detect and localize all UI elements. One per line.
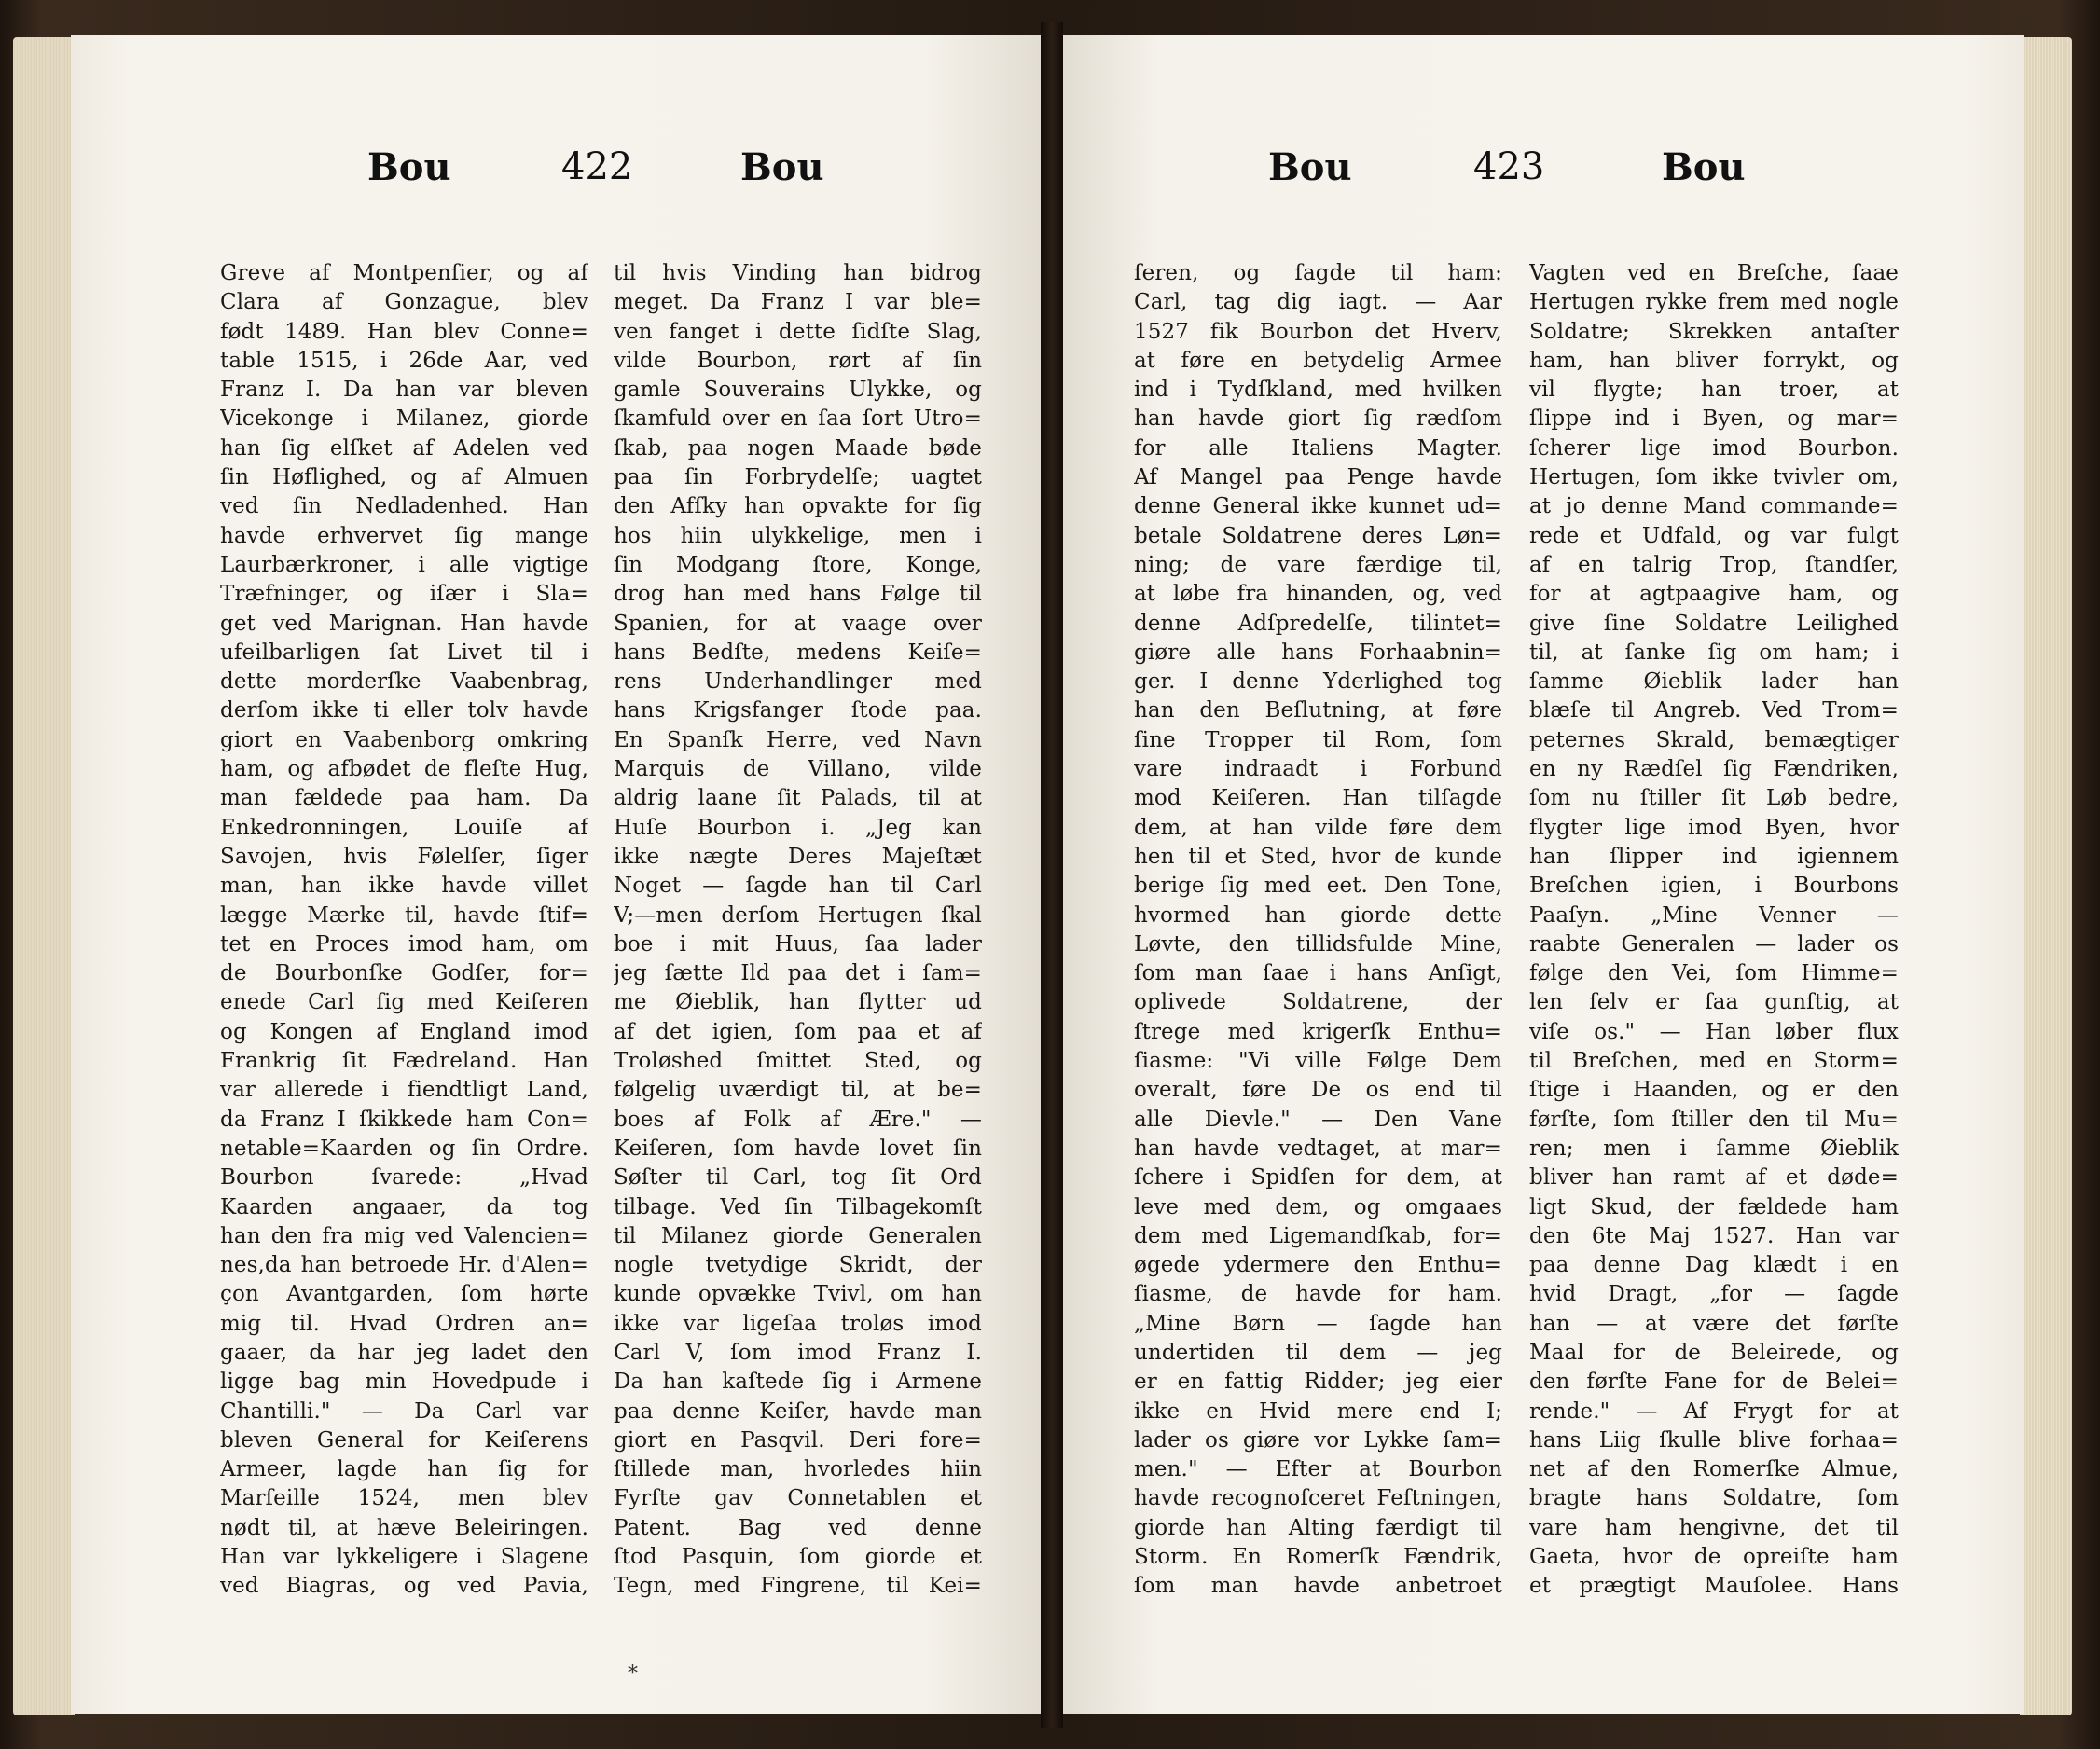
text-line: Vicekonge i Milanez, giorde xyxy=(220,406,588,432)
text-line: men." — Efter at Bourbon xyxy=(1134,1457,1502,1482)
text-line: mig til. Hvad Ordren an= xyxy=(220,1311,588,1336)
text-line: hvormed han giorde dette xyxy=(1134,902,1502,928)
text-line: get ved Marignan. Han havde xyxy=(220,611,588,636)
text-line: denne Adſpredelſe, tilintet= xyxy=(1134,611,1502,636)
text-line: Maal for de Beleirede, og xyxy=(1529,1340,1899,1365)
text-line: man, han ikke havde villet xyxy=(220,874,588,899)
text-line: derſom ikke ti eller tolv havde xyxy=(220,698,588,723)
text-line: gamle Souverains Ulykke, og xyxy=(614,378,982,403)
text-line: meget. Da Franz I var ble= xyxy=(614,290,982,315)
text-line: ikke var ligeſaa troløs imod xyxy=(614,1311,982,1336)
text-line: En Spanſk Herre, ved Navn xyxy=(614,727,982,752)
text-line: Fyrſte gav Connetablen et xyxy=(614,1486,982,1511)
text-line: mod Keiſeren. Han tilſagde xyxy=(1134,786,1502,811)
text-line: den 6te Maj 1527. Han var xyxy=(1529,1223,1899,1248)
text-line: hos hiin ulykkelige, men i xyxy=(614,523,982,548)
text-line: giøre alle hans Forhaabnin= xyxy=(1134,640,1502,665)
text-line: 1527 fik Bourbon det Hverv, xyxy=(1134,319,1502,344)
text-line: vare indraadt i Forbund xyxy=(1134,757,1502,782)
text-line: Spanien, for at vaage over xyxy=(614,611,982,636)
text-line: at føre en betydelig Armee xyxy=(1134,348,1502,373)
text-line: net af den Romerſke Almue, xyxy=(1529,1457,1899,1482)
right-page-column-1 xyxy=(1134,259,1502,1602)
text-line: Greve af Montpenſier, og af xyxy=(220,261,588,285)
text-line: giort en Vaabenborg omkring xyxy=(220,727,588,752)
text-line: var allerede i fiendtligt Land, xyxy=(220,1078,588,1103)
text-line: Franz I. Da han var bleven xyxy=(220,378,588,403)
text-line: nødt til, at hæve Beleiringen. xyxy=(220,1515,588,1540)
text-line: til Breſchen, med en Storm= xyxy=(1529,1049,1899,1074)
text-line: oplivede Soldatrene, der xyxy=(1134,990,1502,1015)
text-line: da Franz I ſkikkede ham Con= xyxy=(220,1107,588,1132)
text-line: me Øieblik, han flytter ud xyxy=(614,990,982,1015)
left-page-number: 422 xyxy=(561,145,633,188)
text-line: Hertugen, ſom ikke tvivler om, xyxy=(1529,465,1899,490)
text-line: Marquis de Villano, vilde xyxy=(614,757,982,782)
text-line: dem, at han vilde føre dem xyxy=(1134,815,1502,840)
text-line: at jo denne Mand commande= xyxy=(1529,494,1899,519)
left-page xyxy=(71,35,1041,1714)
text-line: ſcherer lige imod Bourbon. xyxy=(1529,435,1899,461)
text-line: ſchere i Spidſen for dem, at xyxy=(1134,1165,1502,1191)
text-line: han havde giort ſig rædſom xyxy=(1134,406,1502,432)
text-line: paa ſin Forbrydelſe; uagtet xyxy=(614,465,982,490)
text-line: ſtige i Haanden, og er den xyxy=(1529,1078,1899,1103)
left-header-catchword-left: Bou xyxy=(367,145,451,189)
text-line: Tegn, med Fingrene, til Kei= xyxy=(614,1574,982,1599)
text-line: ſamme Øieblik lader han xyxy=(1529,669,1899,695)
text-line: til Milanez giorde Generalen xyxy=(614,1223,982,1248)
text-line: ren; men i ſamme Øieblik xyxy=(1529,1136,1899,1161)
text-line: ſiasme: "Vi ville Følge Dem xyxy=(1134,1049,1502,1074)
text-line: table 1515, i 26de Aar, ved xyxy=(220,348,588,373)
text-line: flygter lige imod Byen, hvor xyxy=(1529,815,1899,840)
text-line: Hertugen rykke frem med nogle xyxy=(1529,290,1899,315)
text-line: drog han med hans Følge til xyxy=(614,582,982,607)
text-line: Patent. Bag ved denne xyxy=(614,1515,982,1540)
text-line: nes,da han betroede Hr. d'Alen= xyxy=(220,1253,588,1278)
text-line: og Kongen af England imod xyxy=(220,1019,588,1044)
text-line: vilde Bourbon, rørt af ſin xyxy=(614,348,982,373)
text-line: blæſe til Angreb. Ved Trom= xyxy=(1529,698,1899,723)
text-line: til, at ſanke ſig om ham; i xyxy=(1529,640,1899,665)
text-line: betale Soldatrene deres Løn= xyxy=(1134,523,1502,548)
text-line: peternes Skrald, bemægtiger xyxy=(1529,727,1899,752)
right-page-header xyxy=(1063,145,2024,211)
text-line: netable=Kaarden og ſin Ordre. xyxy=(220,1136,588,1161)
text-line: hans Krigsfanger ſtode paa. xyxy=(614,698,982,723)
text-line: ligge bag min Hovedpude i xyxy=(220,1370,588,1395)
text-line: hvid Dragt, „for — ſagde xyxy=(1529,1282,1899,1307)
text-line: Laurbærkroner, i alle vigtige xyxy=(220,552,588,577)
text-line: boes af Folk af Ære." — xyxy=(614,1107,982,1132)
text-line: den førſte Fane for de Belei= xyxy=(1529,1370,1899,1395)
text-line: lader os giøre vor Lykke ſam= xyxy=(1134,1427,1502,1453)
text-line: Noget — ſagde han til Carl xyxy=(614,874,982,899)
text-line: rede et Udfald, og var fulgt xyxy=(1529,523,1899,548)
text-line: ſin Høflighed, og af Almuen xyxy=(220,465,588,490)
text-line: paa denne Keiſer, havde man xyxy=(614,1398,982,1424)
text-line: hans Bedſte, medens Keiſe= xyxy=(614,640,982,665)
right-page-column-2 xyxy=(1529,259,1899,1602)
text-line: til hvis Vinding han bidrog xyxy=(614,261,982,285)
text-line: havde erhvervet ſig mange xyxy=(220,523,588,548)
text-line: han den fra mig ved Valencien= xyxy=(220,1223,588,1248)
text-line: boe i mit Huus, ſaa lader xyxy=(614,931,982,957)
text-line: Enkedronningen, Louiſe af xyxy=(220,815,588,840)
text-line: Søſter til Carl, tog ſit Ord xyxy=(614,1165,982,1191)
text-line: Carl, tag dig iagt. — Aar xyxy=(1134,290,1502,315)
text-line: ning; de vare færdige til, xyxy=(1134,552,1502,577)
text-line: bliver han ramt af et døde= xyxy=(1529,1165,1899,1191)
text-line: ſtrege med krigerſk Enthu= xyxy=(1134,1019,1502,1044)
text-line: Chantilli." — Da Carl var xyxy=(220,1398,588,1424)
printer-mark: * xyxy=(628,1662,638,1686)
text-line: ſeren, og ſagde til ham: xyxy=(1134,261,1502,285)
text-line: man fældede paa ham. Da xyxy=(220,786,588,811)
text-line: af en talrig Trop, ſtandſer, xyxy=(1529,552,1899,577)
text-line: Storm. En Romerſk Fændrik, xyxy=(1134,1545,1502,1570)
text-line: han ſlipper ind igiennem xyxy=(1529,844,1899,869)
text-line: len ſelv er ſaa gunſtig, at xyxy=(1529,990,1899,1015)
right-page-edges xyxy=(2020,37,2072,1715)
text-line: ved ſin Nedladenhed. Han xyxy=(220,494,588,519)
text-line: aldrig laane ſit Palads, til at xyxy=(614,786,982,811)
text-line: Armeer, lagde han ſig for xyxy=(220,1457,588,1482)
text-line: Gaeta, hvor de opreiſte ham xyxy=(1529,1545,1899,1570)
text-line: Soldatre; Skrekken antaſter xyxy=(1529,319,1899,344)
text-line: bleven General for Keiſerens xyxy=(220,1427,588,1453)
text-line: Huſe Bourbon i. „Jeg kan xyxy=(614,815,982,840)
text-line: ſiasme, de havde for ham. xyxy=(1134,1282,1502,1307)
text-line: Vagten ved en Breſche, ſaae xyxy=(1529,261,1899,285)
text-line: han — at være det førſte xyxy=(1529,1311,1899,1336)
text-line: en ny Rædſel ſig Fændriken, xyxy=(1529,757,1899,782)
text-line: Carl V, ſom imod Franz I. xyxy=(614,1340,982,1365)
text-line: den Afſky han opvakte for ſig xyxy=(614,494,982,519)
text-line: ven fanget i dette ſidſte Slag, xyxy=(614,319,982,344)
text-line: Clara af Gonzague, blev xyxy=(220,290,588,315)
text-line: ſom man ſaae i hans Anſigt, xyxy=(1134,961,1502,986)
text-line: Troløshed ſmittet Sted, og xyxy=(614,1049,982,1074)
text-line: ufeilbarligen ſat Livet til i xyxy=(220,640,588,665)
text-line: Bourbon ſvarede: „Hvad xyxy=(220,1165,588,1191)
text-line: for at agtpaagive ham, og xyxy=(1529,582,1899,607)
text-line: enede Carl ſig med Keiſeren xyxy=(220,990,588,1015)
text-line: bragte hans Soldatre, ſom xyxy=(1529,1486,1899,1511)
left-page-header xyxy=(71,145,1041,211)
text-line: çon Avantgarden, ſom hørte xyxy=(220,1282,588,1307)
text-line: ſkamfuld over en ſaa ſort Utro= xyxy=(614,406,982,432)
text-line: paa denne Dag klædt i en xyxy=(1529,1253,1899,1278)
text-line: ikke en Hvid mere end I; xyxy=(1134,1398,1502,1424)
left-page-column-2 xyxy=(614,259,982,1602)
right-header-catchword-left: Bou xyxy=(1268,145,1352,189)
text-line: Keiſeren, ſom havde lovet ſin xyxy=(614,1136,982,1161)
text-line: Marſeille 1524, men blev xyxy=(220,1486,588,1511)
text-line: ſom nu ſtiller ſit Løb bedre, xyxy=(1529,786,1899,811)
text-line: øgede ydermere den Enthu= xyxy=(1134,1253,1502,1278)
text-line: denne General ikke kunnet ud= xyxy=(1134,494,1502,519)
right-page xyxy=(1063,35,2024,1714)
text-line: dette morderſke Vaabenbrag, xyxy=(220,669,588,695)
text-line: ſtod Pasquin, ſom giorde et xyxy=(614,1545,982,1570)
text-line: tilbage. Ved ſin Tilbagekomſt xyxy=(614,1194,982,1219)
text-line: Savojen, hvis Følelſer, ſiger xyxy=(220,844,588,869)
text-line: Træfninger, og iſær i Sla= xyxy=(220,582,588,607)
text-line: hans Liig ſkulle blive forhaa= xyxy=(1529,1427,1899,1453)
text-line: de Bourbonſke Godſer, for= xyxy=(220,961,588,986)
text-line: han havde vedtaget, at mar= xyxy=(1134,1136,1502,1161)
text-line: alle Dievle." — Den Vane xyxy=(1134,1107,1502,1132)
text-line: Frankrig ſit Fædreland. Han xyxy=(220,1049,588,1074)
text-line: ligt Skud, der fældede ham xyxy=(1529,1194,1899,1219)
text-line: førſte, ſom ſtiller den til Mu= xyxy=(1529,1107,1899,1132)
text-line: gaaer, da har jeg ladet den xyxy=(220,1340,588,1365)
text-line: ham, han bliver forrykt, og xyxy=(1529,348,1899,373)
text-line: Han var lykkeligere i Slagene xyxy=(220,1545,588,1570)
text-line: berige ſig med eet. Den Tone, xyxy=(1134,874,1502,899)
text-line: giorde han Alting færdigt til xyxy=(1134,1515,1502,1540)
text-line: jeg ſætte Ild paa det i ſam= xyxy=(614,961,982,986)
text-line: raabte Generalen — lader os xyxy=(1529,931,1899,957)
text-line: leve med dem, og omgaaes xyxy=(1134,1194,1502,1219)
text-line: ind i Tydſkland, med hvilken xyxy=(1134,378,1502,403)
text-line: havde recognoſceret Feſtningen, xyxy=(1134,1486,1502,1511)
left-header-catchword-right: Bou xyxy=(740,145,824,189)
text-line: Af Mangel paa Penge havde xyxy=(1134,465,1502,490)
text-line: et prægtigt Mauſolee. Hans xyxy=(1529,1574,1899,1599)
text-line: dem med Ligemandſkab, for= xyxy=(1134,1223,1502,1248)
text-line: ved Biagras, og ved Pavia, xyxy=(220,1574,588,1599)
text-line: rens Underhandlinger med xyxy=(614,669,982,695)
right-header-catchword-right: Bou xyxy=(1662,145,1746,189)
text-line: Da han kaſtede ſig i Armene xyxy=(614,1370,982,1395)
text-line: ſine Tropper til Rom, ſom xyxy=(1134,727,1502,752)
text-line: lægge Mærke til, havde ſtif= xyxy=(220,902,588,928)
text-line: født 1489. Han blev Conne= xyxy=(220,319,588,344)
text-line: han den Beſlutning, at føre xyxy=(1134,698,1502,723)
text-line: ham, og afbødet de fleſte Hug, xyxy=(220,757,588,782)
text-line: nogle tvetydige Skridt, der xyxy=(614,1253,982,1278)
text-line: ſin Modgang ſtore, Konge, xyxy=(614,552,982,577)
left-page-column-1 xyxy=(220,259,588,1602)
text-line: at løbe fra hinanden, og, ved xyxy=(1134,582,1502,607)
text-line: ikke nægte Deres Majeſtæt xyxy=(614,844,982,869)
text-line: følge den Vei, ſom Himme= xyxy=(1529,961,1899,986)
left-page-edges xyxy=(13,37,75,1715)
text-line: ſom man havde anbetroet xyxy=(1134,1574,1502,1599)
text-line: Løvte, den tillidsfulde Mine, xyxy=(1134,931,1502,957)
text-line: overalt, føre De os end til xyxy=(1134,1078,1502,1103)
text-line: ſlippe ind i Byen, og mar= xyxy=(1529,406,1899,432)
text-line: han ſig elſket af Adelen ved xyxy=(220,435,588,461)
text-line: „Mine Børn — ſagde han xyxy=(1134,1311,1502,1336)
text-line: hen til et Sted, hvor de kunde xyxy=(1134,844,1502,869)
text-line: vil flygte; han troer, at xyxy=(1529,378,1899,403)
text-line: tet en Proces imod ham, om xyxy=(220,931,588,957)
text-line: giort en Pasqvil. Deri fore= xyxy=(614,1427,982,1453)
text-line: vare ham hengivne, det til xyxy=(1529,1515,1899,1540)
book-gutter xyxy=(1041,22,1063,1728)
text-line: ſtillede man, hvorledes hiin xyxy=(614,1457,982,1482)
text-line: undertiden til dem — jeg xyxy=(1134,1340,1502,1365)
text-line: kunde opvække Tvivl, om han xyxy=(614,1282,982,1307)
text-line: Paaſyn. „Mine Venner — xyxy=(1529,902,1899,928)
text-line: rende." — Af Frygt for at xyxy=(1529,1398,1899,1424)
text-line: af det igien, ſom paa et af xyxy=(614,1019,982,1044)
text-line: for alle Italiens Magter. xyxy=(1134,435,1502,461)
text-line: Kaarden angaaer, da tog xyxy=(220,1194,588,1219)
text-line: ſkab, paa nogen Maade bøde xyxy=(614,435,982,461)
text-line: V;—men derſom Hertugen ſkal xyxy=(614,902,982,928)
text-line: give ſine Soldatre Leilighed xyxy=(1529,611,1899,636)
text-line: er en fattig Ridder; jeg eier xyxy=(1134,1370,1502,1395)
text-line: viſe os." — Han løber flux xyxy=(1529,1019,1899,1044)
right-page-number: 423 xyxy=(1473,145,1545,188)
text-line: ger. I denne Yderlighed tog xyxy=(1134,669,1502,695)
text-line: følgelig uværdigt til, at be= xyxy=(614,1078,982,1103)
text-line: Breſchen igien, i Bourbons xyxy=(1529,874,1899,899)
